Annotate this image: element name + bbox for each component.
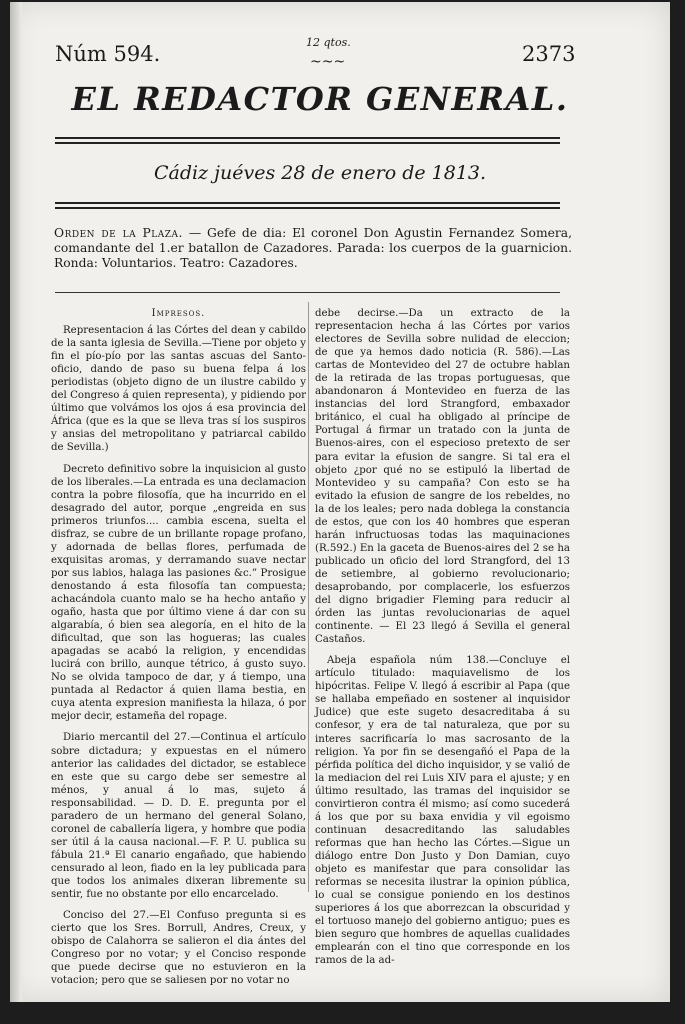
masthead-title: EL REDACTOR GENERAL. (71, 80, 569, 118)
dateline: Cádiz juéves 28 de enero de 1813. (153, 162, 487, 184)
section-rule (55, 292, 560, 293)
paragraph: debe decirse.—Da un extracto de la representacion hecha á las Córtes por varios electores de Sevilla sobre nulidad de eleccion; de que ya hemos dado noticia (R. 586).—Las cartas de Montevideo del 27 de octubre hablan de la retirada de las tropas portuguesas, que abandonaron á Montevideo en fuerza de las instancias del lord Strangford, embaxador británico, el cual ha obligado al príncipe de Portugal á firmar un tratado con la junta de Buenos-aires, con el especioso pretexto de ser para evitar la efusion de sangre. Si tal era el objeto ¿por qué no se estipuló la libertad de Montevideo y su campaña? Con esto se ha evitado la efusion de sangre de los rebeldes, no la de los leales; pero nada doblega la constancia de estos, que con los 40 hombres que esperan harán infructuosas todas las maquinaciones (R.592.) En la gaceta de Buenos-aires del 2 se ha publicado un oficio del lord Strangford, del 13 de setiembre, al gobierno revolucionario; desaprobando, por complacerle, los esfuerzos del digno brigadier Fleming para reducir al órden las juntas revolucionarias de aquel continente. — El 23 llegó á Sevilla el general Castaños. (315, 308, 570, 646)
section-title: Impresos. (151, 308, 206, 319)
masthead-rule (55, 137, 560, 144)
newspaper-page (10, 2, 670, 1002)
orden-heading: Orden de la Plaza. (54, 226, 183, 240)
right-column (315, 307, 570, 967)
dateline-rule (55, 202, 560, 209)
column-divider (308, 302, 309, 892)
orden-text: — Gefe de dia: El coronel Don Agustin Fernandez Somera, comandante del 1.er batallon de Cazadores. Parada: los cuerpos de la guarnicion. Ronda: Voluntarios. Teatro: Cazadores. (54, 226, 572, 270)
left-column (51, 307, 306, 987)
paragraph: Decreto definitivo sobre la inquisicion al gusto de los liberales.—La entrada es una declamacion contra la pobre filosofía, que ha incurrido en el desagrado del autor, porque „engreida en sus primeros triunfos.... cambia escena, suelta el disfraz, se cubre de un brillante ropage profano, y adornada de bellas flores, perfumada de exquisitas aromas, y derramando suave nectar por sus labios, halaga las pasiones &c.” Prosigue denostando á esta filosofía tan compuesta; achacándola cuanto malo se ha hecho antaño y ogaño, hasta que por último viene á dar con su algarabía, ó bien sea alegoría, en el hito de la dificultad, que son las hogueras; las cuales apagadas se acabó la religion, y encendidas lucirá con brillo, aunque tétrico, á gusto suyo. No se olvida tampoco de dar, y á tiempo, una puntada al Redactor á quien llama bestia, en cuya atenta expresion manifiesta la hilaza, ó por mejor decir, estameña del ropage. (51, 463, 306, 723)
issue-number: Núm 594. (55, 42, 161, 66)
price-note: 12 qtos. (306, 36, 351, 49)
binding-gutter (10, 2, 22, 1002)
paragraph: Representacion á las Córtes del dean y cabildo de la santa iglesia de Sevilla.—Tiene por objeto y fin el pío-pío por las santas ascuas del Santo-oficio, dando de paso su buena felpa á los periodistas (objeto digno de un ilustre cabildo y del Congreso á quien representa), y pidiendo por último que volvámos los ojos á esa provincia del África (que es la que se lleva tras sí los suspiros y ansias del metropolitano y patriarcal cabildo de Sevilla.) (51, 325, 306, 454)
paragraph: Diario mercantil del 27.—Continua el artículo sobre dictadura; y expuestas en el número anterior las calidades del dictador, se establece en este que su cargo debe ser semestre al ménos, y anual á lo mas, sujeto á responsabilidad. — D. D. E. pregunta por el paradero de un hermano del general Solano, coronel de caballería ligera, y hombre que podia ser útil á la causa nacional.—F. P. U. publica su fábula 21.ª El canario engañado, que habiendo censurado al leon, fiado en la ley publicada para que todos los animales dixeran libremente su sentir, fue no obstante por ello encarcelado. (51, 732, 306, 901)
paragraph: Conciso del 27.—El Confuso pregunta si es cierto que los Sres. Borrull, Andres, Creux, y obispo de Calahorra se salieron el dia ántes del Congreso por no votar; y el Conciso responde que puede decirse que no estuvieron en la votacion; pero que se saliesen por no votar no (51, 910, 306, 987)
paragraph: Abeja española núm 138.—Concluye el artículo titulado: maquiavelismo de los hipócritas. Felipe V. llegó á escribir al Papa (que se hallaba empeñado en sostener al inquisidor Judice) que este sugeto desacreditaba á su confesor, y era de tal naturaleza, que por su interes sacrificaría lo mas sacrosanto de la religion. Ya por fin se desengañó el Papa de la pérfida política del dicho inquisidor, y se valió de la mediacion del rei Luis XIV para el ajuste; y en último resultado, las tramas del inquisidor se convirtieron contra él mismo; así como sucederá á los que por su baxa envidia y vil egoismo continuan desacreditando las saludables reformas que han hecho las Córtes.—Sigue un diálogo entre Don Justo y Don Damian, cuyo objeto es manifestar que para consolidar las reformas se necesita ilustrar la opinion pública, lo cual se consigue poniendo en los destinos superiores á los que aborrezcan la obscuridad y el tortuoso manejo del gobierno antiguo; pues es bien seguro que hombres de aquellas cualidades emplearán con el tino que corresponde en los ramos de la ad- (315, 655, 570, 967)
orden-de-la-plaza (54, 226, 572, 271)
ornament-swash: ~~~ (310, 54, 346, 70)
page-number: 2373 (522, 42, 576, 66)
